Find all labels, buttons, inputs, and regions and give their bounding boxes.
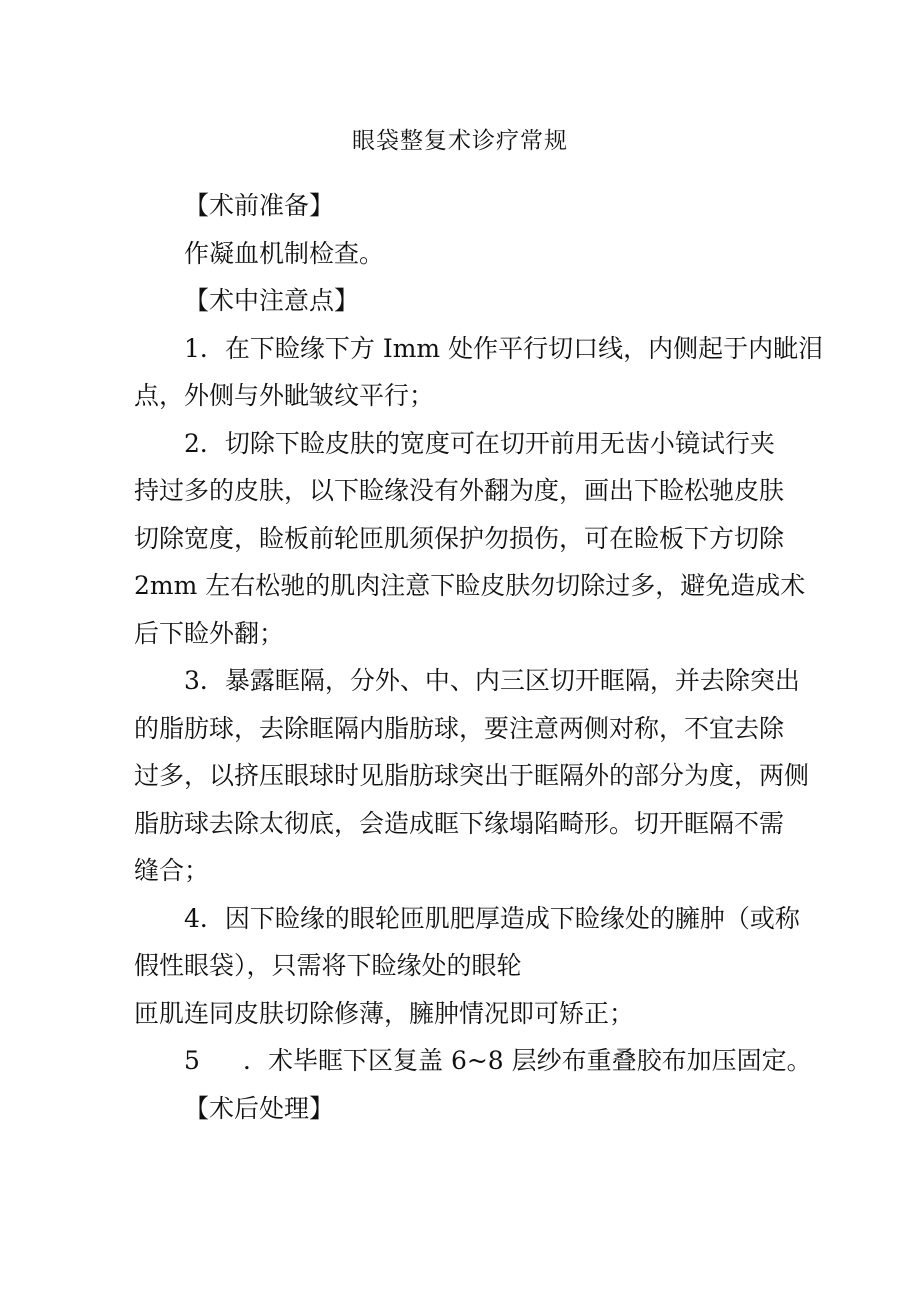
item-2-line-2: 持过多的皮肤，以下睑缘没有外翻为度，画出下睑松驰皮肤: [134, 476, 785, 505]
item-5-number: 5: [184, 1046, 200, 1075]
item-5-line-1: [134, 1037, 812, 1085]
item-3-line-5: 缝合；: [134, 856, 210, 885]
item-2-line-4: 2mm 左右松驰的肌肉注意下睑皮肤勿切除过多，避免造成术: [134, 571, 806, 600]
section-heading-intraop: 【术中注意点】: [184, 286, 360, 315]
section-heading-postop: 【术后处理】: [184, 1093, 335, 1123]
item-3-line-2: 的脂肪球，去除眶隔内脂肪球，要注意两侧对称，不宜去除: [134, 713, 785, 743]
item-3-line-1: 3．暴露眶隔，分外、中、内三区切开眶隔，并去除突出: [184, 666, 800, 695]
item-2-line-5: 后下睑外翻；: [134, 618, 285, 648]
item-2-line-1: 2．切除下睑皮肤的宽度可在切开前用无齿小镜试行夹: [184, 428, 775, 458]
document-body: [134, 182, 824, 1132]
section-heading-preop: 【术前准备】: [184, 191, 335, 220]
item-3-line-3: 过多，以挤压眼球时见脂肪球突出于眶隔外的部分为度，两侧: [134, 761, 810, 790]
paragraph-preop: 作凝血机制检查。: [184, 238, 385, 268]
item-3-line-4: 脂肪球去除太彻底，会造成眶下缘塌陷畸形。切开眶隔不需: [134, 808, 785, 838]
item-4-line-1: 4．因下睑缘的眼轮匝肌肥厚造成下睑缘处的臃肿（或称: [184, 903, 800, 933]
item-4-line-3: 匝肌连同皮肤切除修薄，臃肿情况即可矫正；: [134, 998, 635, 1028]
item-5-text: ．术毕眶下区复盖 6~8 层纱布重叠胶布加压固定。: [243, 1046, 812, 1075]
item-1-line-2: 点，外侧与外眦皱纹平行；: [134, 381, 435, 410]
item-2-line-3: 切除宽度，睑板前轮匝肌须保护勿损伤，可在睑板下方切除: [134, 523, 785, 553]
document-title: 眼袋整复术诊疗常规: [352, 128, 568, 154]
item-4-line-2: 假性眼袋），只需将下睑缘处的眼轮: [134, 951, 522, 980]
item-1-line-1: 1．在下睑缘下方 Imm 处作平行切口线，内侧起于内眦泪: [184, 333, 824, 363]
